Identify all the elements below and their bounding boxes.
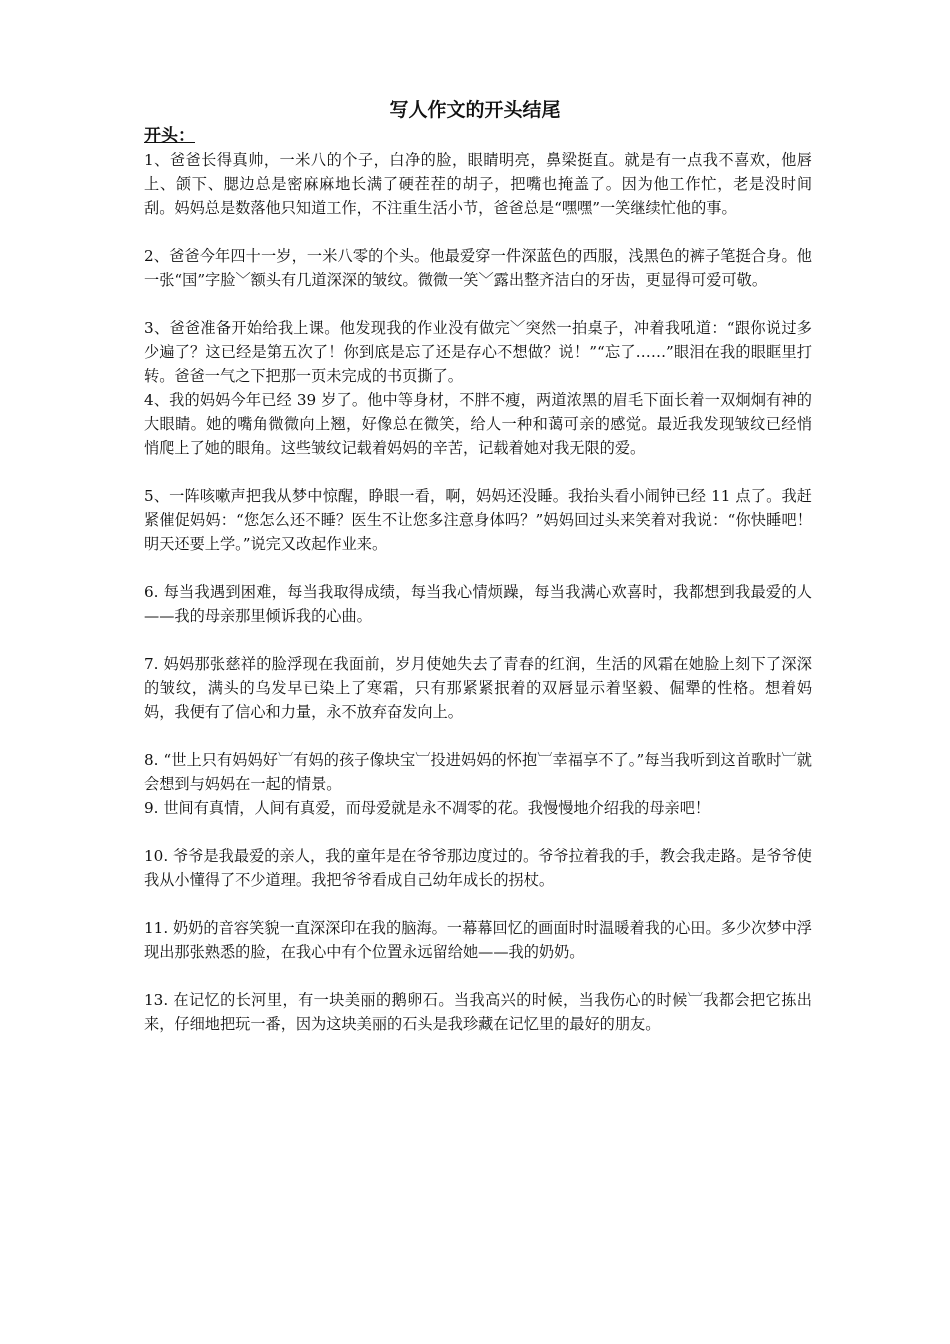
section-heading-opening: 开头：: [144, 126, 195, 146]
paragraph-spacer: [144, 220, 812, 244]
paragraph-7: 7. 妈妈那张慈祥的脸浮现在我面前，岁月使她失去了青春的红润，生活的风霜在她脸上刻下了深深的皱纹，满头的乌发早已染上了寒霜，只有那紧紧抿着的双唇显示着坚毅、倔犟的性格。想着妈妈，我便有了信心和力量，永不放弃奋发向上。: [144, 655, 812, 721]
paragraph-13: 13. 在记忆的长河里，有一块美丽的鹅卵石。当我高兴的时候，当我伤心的时候︺我都会把它拣出来，仔细地把玩一番，因为这块美丽的石头是我珍藏在记忆里的最好的朋友。: [144, 991, 812, 1033]
paragraph-spacer: [144, 724, 812, 748]
paragraph-spacer: [144, 820, 812, 844]
paragraph-10: 10. 爷爷是我最爱的亲人，我的童年是在爷爷那边度过的。爷爷拉着我的手，教会我走路。是爷爷使我从小懂得了不少道理。我把爷爷看成自己幼年成长的拐杖。: [144, 847, 812, 889]
paragraph-spacer: [144, 964, 812, 988]
paragraph-5: 5、一阵咳嗽声把我从梦中惊醒，睁眼一看，啊，妈妈还没睡。我抬头看小闹钟已经 11 点了。我赶紧催促妈妈：“您怎么还不睡？医生不让您多注意身体吗？”妈妈回过头来笑着对我说：“你快睡吧！明天还要上学。”说完又改起作业来。: [144, 487, 812, 553]
paragraph-3: 3、爸爸准备开始给我上课。他发现我的作业没有做完﹀突然一拍桌子，冲着我吼道：“跟你说过多少遍了？这已经是第五次了！你到底是忘了还是存心不想做？说！”“忘了……”眼泪在我的眼眶里打转。爸爸一气之下把那一页未完成的书页撕了。: [144, 319, 812, 385]
paragraph-11: 11. 奶奶的音容笑貌一直深深印在我的脑海。一幕幕回忆的画面时时温暖着我的心田。多少次梦中浮现出那张熟悉的脸，在我心中有个位置永远留给她——我的奶奶。: [144, 919, 812, 961]
paragraph-spacer: [144, 292, 812, 316]
paragraph-2: 2、爸爸今年四十一岁，一米八零的个头。他最爱穿一件深蓝色的西服，浅黑色的裤子笔挺合身。他一张“国”字脸﹀额头有几道深深的皱纹。微微一笑﹀露出整齐洁白的牙齿，更显得可爱可敬。: [144, 247, 812, 289]
paragraph-spacer: [144, 892, 812, 916]
paragraph-spacer: [144, 556, 812, 580]
document-title: 写人作文的开头结尾: [389, 99, 561, 121]
paragraph-6: 6. 每当我遇到困难，每当我取得成绩，每当我心情烦躁，每当我满心欢喜时，我都想到我最爱的人——我的母亲那里倾诉我的心曲。: [144, 583, 812, 625]
paragraph-4: 4、我的妈妈今年已经 39 岁了。他中等身材，不胖不瘦，两道浓黑的眉毛下面长着一双炯炯有神的大眼睛。她的嘴角微微向上翘，好像总在微笑，给人一种和蔼可亲的感觉。最近我发现皱纹已经悄悄爬上了她的眼角。这些皱纹记载着妈妈的辛苦，记载着她对我无限的爱。: [144, 391, 812, 457]
paragraph-1: 1、爸爸长得真帅，一米八的个子，白净的脸，眼睛明亮，鼻梁挺直。就是有一点我不喜欢，他唇上、颌下、腮边总是密麻麻地长满了硬茬茬的胡子，把嘴也掩盖了。因为他工作忙，老是没时间刮。妈妈总是数落他只知道工作，不注重生活小节，爸爸总是“嘿嘿”一笑继续忙他的事。: [144, 151, 812, 217]
paragraph-spacer: [144, 460, 812, 484]
document-body: [144, 124, 812, 1036]
paragraph-8: 8. “世上只有妈妈好︺有妈的孩子像块宝︺投进妈妈的怀抱︺幸福享不了。”每当我听到这首歌时︺就会想到与妈妈在一起的情景。: [144, 751, 812, 793]
paragraph-spacer: [144, 628, 812, 652]
paragraph-9: 9. 世间有真情，人间有真爱，而母爱就是永不凋零的花。我慢慢地介绍我的母亲吧！: [144, 799, 711, 817]
